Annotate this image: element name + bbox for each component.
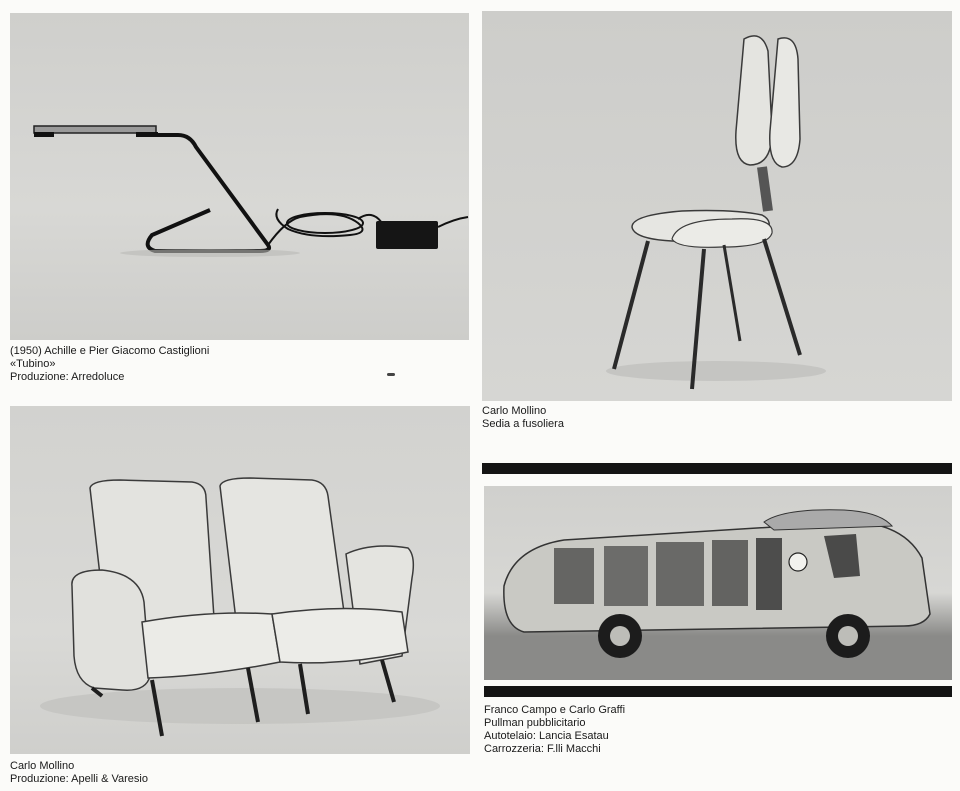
caption-line: Franco Campo e Carlo Graffi [484,704,626,716]
caption-line: Pullman pubblicitario [484,717,586,729]
caption-line: Carlo Mollino [482,405,547,417]
photo-sofa [10,406,470,754]
caption-divano [10,760,148,786]
caption-line: Carlo Mollino [10,760,75,772]
print-speck [387,373,395,376]
divider-rule-top [482,463,952,474]
photo-bus [484,486,952,680]
caption-line: «Tubino» [10,358,56,370]
caption-line: Produzione: Arredoluce [10,371,125,383]
divider-rule-bottom [484,686,952,697]
photo-chair [482,11,952,401]
caption-line: (1950) Achille e Pier Giacomo Castiglioni [10,345,210,357]
photo-tubino-lamp [10,13,469,340]
caption-sedia [482,405,564,431]
caption-line: Carrozzeria: F.lli Macchi [484,743,601,755]
caption-line: Produzione: Apelli & Varesio [10,773,148,785]
caption-pullman [484,704,625,756]
caption-line: Sedia a fusoliera [482,418,564,430]
caption-line: Autotelaio: Lancia Esatau [484,730,609,742]
caption-tubino [10,345,209,384]
